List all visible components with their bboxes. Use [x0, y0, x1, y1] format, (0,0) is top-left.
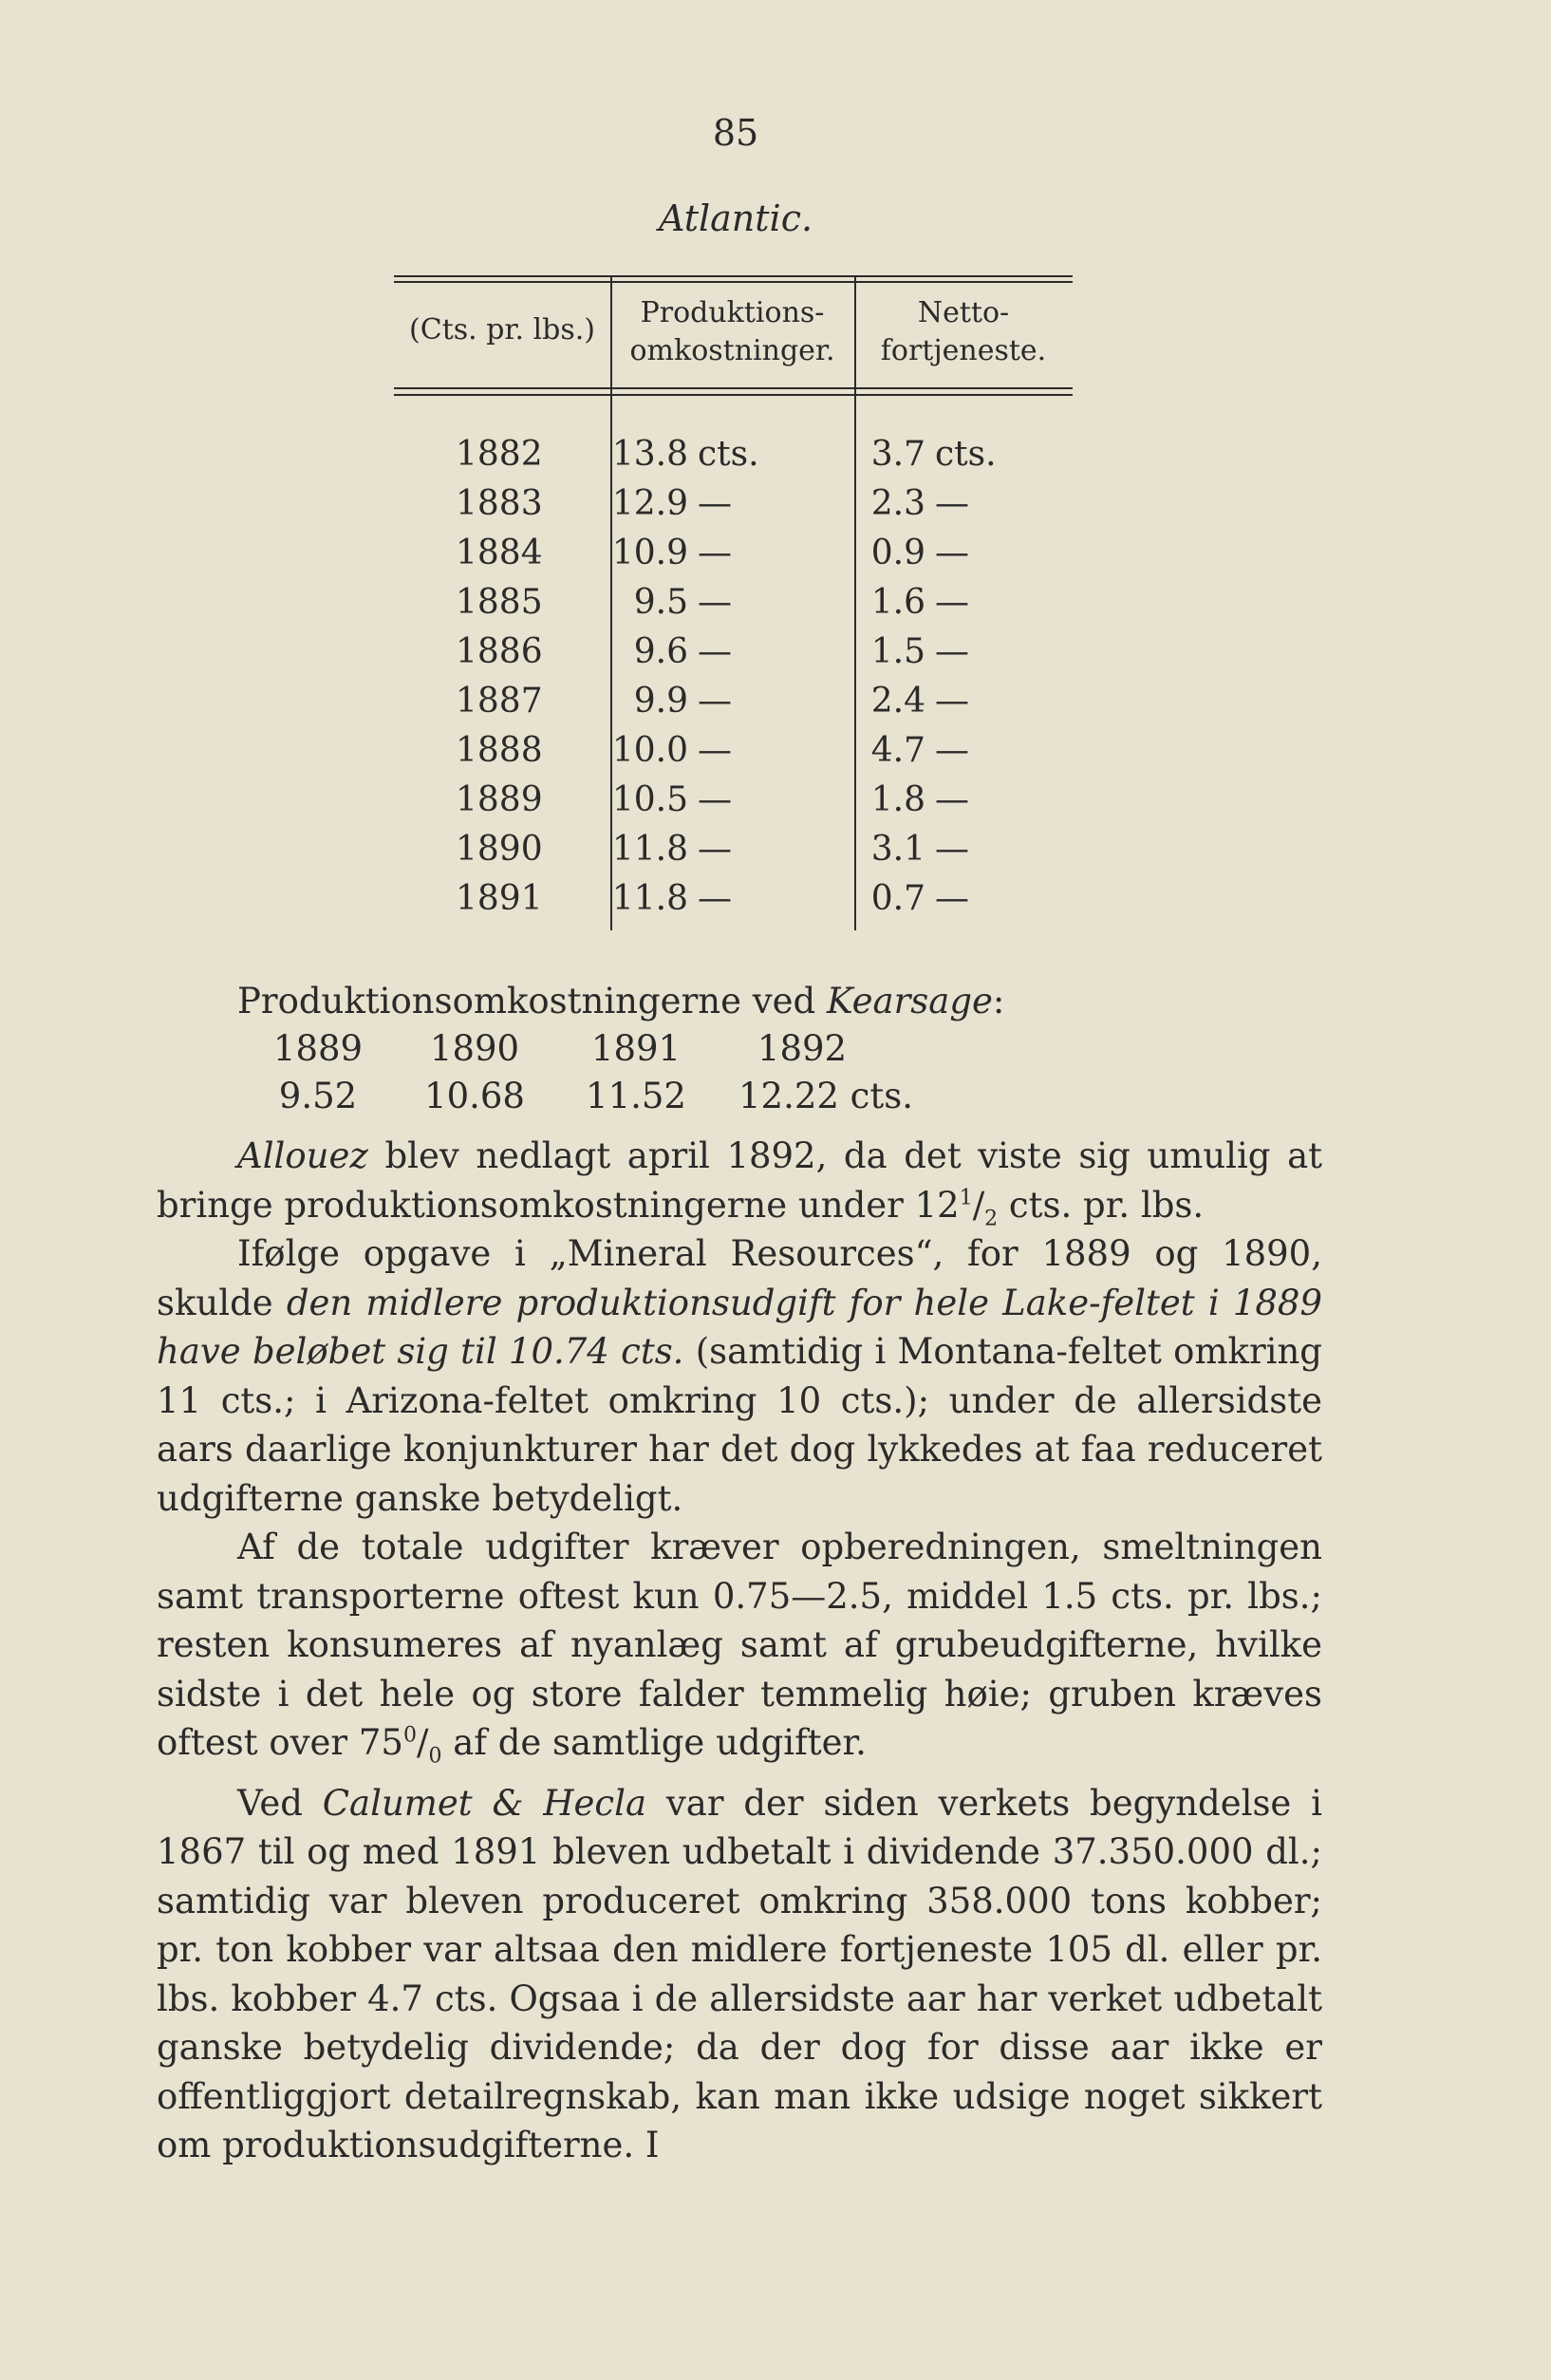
table-top-rule-2: [394, 281, 1073, 283]
net-unit: —: [935, 780, 969, 819]
prod-cell: [603, 529, 774, 578]
year-cell: 1887: [456, 682, 543, 721]
percent-denominator: 0: [428, 1744, 442, 1769]
net-unit: —: [935, 583, 969, 622]
net-cell: [854, 628, 1063, 677]
header-net-profit: [854, 294, 1073, 370]
table-row: [394, 776, 1073, 825]
prod-cell: [603, 825, 774, 874]
kearsage-value: 9.52: [278, 1076, 358, 1116]
header-net-line2: fortjeneste.: [880, 334, 1047, 367]
page-title: Atlantic.: [658, 197, 813, 239]
paragraph-calumet: [157, 1779, 1322, 2170]
table-row: [394, 874, 1073, 924]
net-unit: —: [935, 632, 969, 671]
prod-unit: —: [698, 632, 732, 671]
net-unit: —: [935, 682, 969, 721]
prod-value: 10.5: [611, 780, 688, 819]
year-cell: 1888: [456, 731, 543, 770]
kearsage-value: 10.68: [424, 1076, 525, 1116]
prod-unit: —: [698, 780, 732, 819]
paragraph-text: Ifølge opgave i „Mineral Resources“, for 1889 og 1890, skulde: [157, 1233, 1322, 1323]
prod-unit: —: [698, 583, 732, 622]
net-value: 1.8: [870, 780, 925, 819]
page-number: 85: [712, 112, 759, 154]
kearsage-values: [237, 1025, 1329, 1120]
prod-cell: [603, 628, 774, 677]
net-unit: —: [935, 534, 969, 572]
kearsage-year: 1889: [272, 1028, 364, 1069]
header-prod-line2: omkostninger.: [629, 334, 835, 367]
year-cell: 1886: [456, 632, 543, 671]
header-bottom-rule: [394, 387, 1073, 389]
prod-value: 11.8: [611, 879, 688, 918]
prod-unit: —: [698, 534, 732, 572]
prod-cell: [603, 776, 774, 825]
paragraph-costs: [157, 1523, 1322, 1768]
paragraph-text: cts. pr. lbs.: [998, 1184, 1205, 1226]
prod-unit: —: [698, 879, 732, 918]
kearsage-year: 1891: [590, 1028, 682, 1069]
net-value: 1.5: [870, 632, 925, 671]
prod-value: 12.9: [611, 484, 688, 523]
percent-numerator: 0: [402, 1723, 417, 1748]
net-unit: —: [935, 484, 969, 523]
kearsage-label: [237, 978, 1329, 1025]
kearsage-year: 1890: [429, 1028, 520, 1069]
paragraph-text: var der siden verkets begyndelse i 1867 til og med 1891 bleven udbetalt i dividende 37.350.000 dl.; samtidig var bleven produceret omkring 358.000 tons kobber; pr. ton kobber var altsaa den midlere fortjeneste 105 dl. eller pr. lbs. kobber 4.7 cts. Ogsaa i de allersidste aar har verket udbetalt ganske betydelig dividende; da der dog for disse aar ikke er offentliggjort detailregnskab, kan man ikke udsige noget sikkert om produktionsudgifterne. I: [157, 1782, 1322, 2165]
year-cell: 1884: [456, 534, 543, 572]
prod-cell: [603, 677, 774, 726]
header-bottom-rule-2: [394, 394, 1073, 396]
mine-name: Calumet & Hecla: [322, 1782, 647, 1824]
net-unit: cts.: [935, 435, 997, 474]
year-cell: 1883: [456, 484, 543, 523]
net-cell: [854, 479, 1063, 529]
net-value: 4.7: [870, 731, 925, 770]
net-value: 2.3: [870, 484, 925, 523]
table-row: [394, 529, 1073, 578]
table-row: [394, 578, 1073, 628]
net-cell: [854, 677, 1063, 726]
prod-value: 11.8: [611, 830, 688, 869]
net-cell: [854, 874, 1063, 924]
year-cell: 1882: [456, 435, 543, 474]
net-value: 0.9: [870, 534, 925, 572]
table-row: [394, 677, 1073, 726]
prod-cell: [603, 578, 774, 628]
prod-value: 10.0: [611, 731, 688, 770]
prod-cell: [603, 874, 774, 924]
net-value: 3.7: [870, 435, 925, 474]
kearsage-label-prefix: Produktionsomkostningerne ved: [237, 981, 827, 1021]
net-unit: —: [935, 731, 969, 770]
net-unit: —: [935, 879, 969, 918]
header-unit: (Cts. pr. lbs.): [409, 313, 595, 347]
prod-cell: [603, 726, 774, 776]
net-cell: [854, 726, 1063, 776]
prod-value: 13.8: [611, 435, 688, 474]
year-cell: 1890: [456, 830, 543, 869]
header-prod-line1: Produktions-: [640, 296, 825, 329]
fraction-numerator: 1: [959, 1186, 973, 1210]
net-cell: [854, 529, 1063, 578]
net-unit: —: [935, 830, 969, 869]
paragraph-text: Ved: [237, 1782, 323, 1824]
table-row: [394, 726, 1073, 776]
kearsage-label-suffix: :: [992, 981, 1005, 1021]
paragraph-text: Af de totale udgifter kræver opberedningen, smeltningen samt transporterne oftest kun 0.75—2.5, middel 1.5 cts. pr. lbs.; resten konsumeres af nyanlæg samt af grubeudgifterne, hvilke sidste i det hele og store falder temmelig høie; gruben kræves oftest over 75: [157, 1527, 1322, 1763]
prod-unit: —: [698, 484, 732, 523]
table-top-rule: [394, 275, 1073, 277]
prod-cell: [603, 430, 774, 479]
prod-unit: —: [698, 682, 732, 721]
prod-unit: —: [698, 830, 732, 869]
paragraph-text: blev nedlagt april 1892, da det viste sig umulig at bringe produktionsomkostningerne under 12: [157, 1135, 1322, 1226]
prod-value: 9.9: [633, 682, 688, 721]
body-text: [157, 1132, 1322, 2170]
net-value: 2.4: [870, 682, 925, 721]
paragraph-mineral-resources: [157, 1229, 1322, 1523]
paragraph-text: (samtidig i Montana-feltet omkring 11 cts.; i Arizona-feltet omkring 10 cts.); under de allersidste aars daarlige konjunkturer har det dog lykkedes at faa reduceret udgifterne ganske betydeligt.: [157, 1331, 1322, 1519]
prod-value: 9.6: [633, 632, 688, 671]
prod-unit: cts.: [698, 435, 759, 474]
net-cell: [854, 776, 1063, 825]
cost-table: [394, 275, 1073, 930]
net-cell: [854, 825, 1063, 874]
prod-value: 10.9: [611, 534, 688, 572]
header-net-line1: Netto-: [917, 296, 1010, 329]
fraction-slash: /: [972, 1184, 985, 1226]
year-cell: 1885: [456, 583, 543, 622]
table-row: [394, 628, 1073, 677]
fraction-denominator: 2: [984, 1206, 999, 1230]
prod-value: 9.5: [633, 583, 688, 622]
table-body: [394, 430, 1073, 924]
table-row: [394, 479, 1073, 529]
net-value: 0.7: [870, 879, 925, 918]
paragraph-text: af de samtlige udgifter.: [441, 1722, 867, 1763]
year-cell: 1889: [456, 780, 543, 819]
percent-slash: /: [416, 1722, 429, 1763]
table-row: [394, 430, 1073, 479]
mine-name: Allouez: [237, 1135, 368, 1176]
year-cell: 1891: [456, 879, 543, 918]
net-cell: [854, 430, 1063, 479]
kearsage-section: [237, 978, 1329, 1120]
kearsage-year: 1892: [757, 1028, 848, 1069]
emphasis-text: den midlere produktionsudgift for hele Lake-feltet i 1889 have beløbet sig til 10.74 cts.: [157, 1282, 1323, 1372]
paragraph-allouez: [157, 1132, 1322, 1229]
prod-cell: [603, 479, 774, 529]
prod-unit: —: [698, 731, 732, 770]
kearsage-label-name: Kearsage: [827, 981, 993, 1021]
kearsage-value: 12.22 cts.: [738, 1076, 914, 1116]
net-value: 3.1: [870, 830, 925, 869]
net-value: 1.6: [870, 583, 925, 622]
kearsage-value: 11.52: [586, 1076, 686, 1116]
net-cell: [854, 578, 1063, 628]
header-production-cost: [610, 294, 854, 370]
table-row: [394, 825, 1073, 874]
